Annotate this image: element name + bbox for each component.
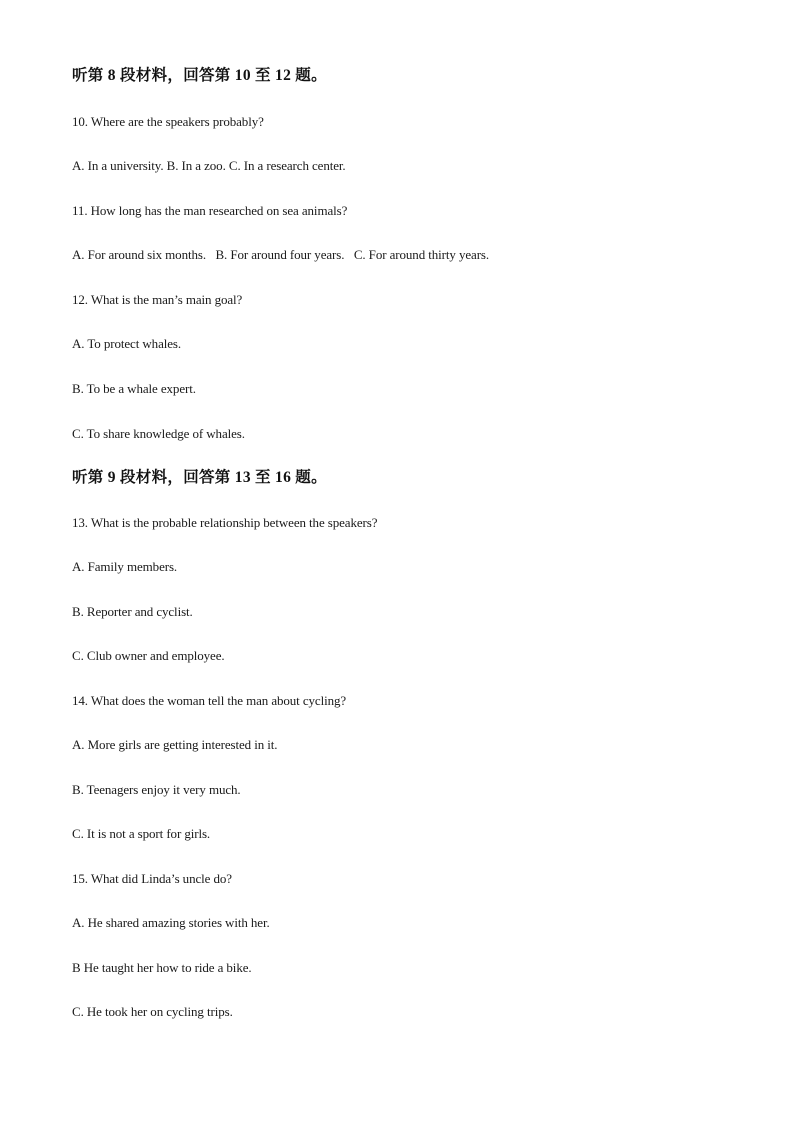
question-15-option-a: A. He shared amazing stories with her. [72,915,270,930]
question-12-option-c: C. To share knowledge of whales. [72,426,245,441]
question-13-option-b: B. Reporter and cyclist. [72,604,193,619]
question-11-options: A. For around six months. B. For around four years. C. For around thirty years. [72,247,490,262]
question-12-stem: 12. What is the man’s main goal? [72,292,243,307]
question-14-option-b: B. Teenagers enjoy it very much. [72,782,241,797]
question-13-option-c: C. Club owner and employee. [72,648,225,663]
question-12-option-b: B. To be a whale expert. [72,381,196,396]
question-13-option-a: A. Family members. [72,559,178,574]
question-15-option-b: B He taught her how to ride a bike. [72,960,252,975]
question-10-stem: 10. Where are the speakers probably? [72,114,264,129]
question-14-stem: 14. What does the woman tell the man about cycling? [72,693,347,708]
question-12-option-a: A. To protect whales. [72,336,182,351]
question-14-option-c: C. It is not a sport for girls. [72,826,211,841]
question-14-option-a: A. More girls are getting interested in it. [72,737,278,752]
question-13-stem: 13. What is the probable relationship between the speakers? [72,515,378,530]
question-15-option-c: C. He took her on cycling trips. [72,1004,233,1019]
section-heading-9: 听第 9 段材料，回答第 13 至 16 题。 [72,469,327,486]
section-heading-8: 听第 8 段材料，回答第 10 至 12 题。 [72,67,327,84]
question-11-stem: 11. How long has the man researched on sea animals? [72,203,348,218]
question-15-stem: 15. What did Linda’s uncle do? [72,871,232,886]
question-10-options: A. In a university. B. In a zoo. C. In a research center. [72,158,346,173]
